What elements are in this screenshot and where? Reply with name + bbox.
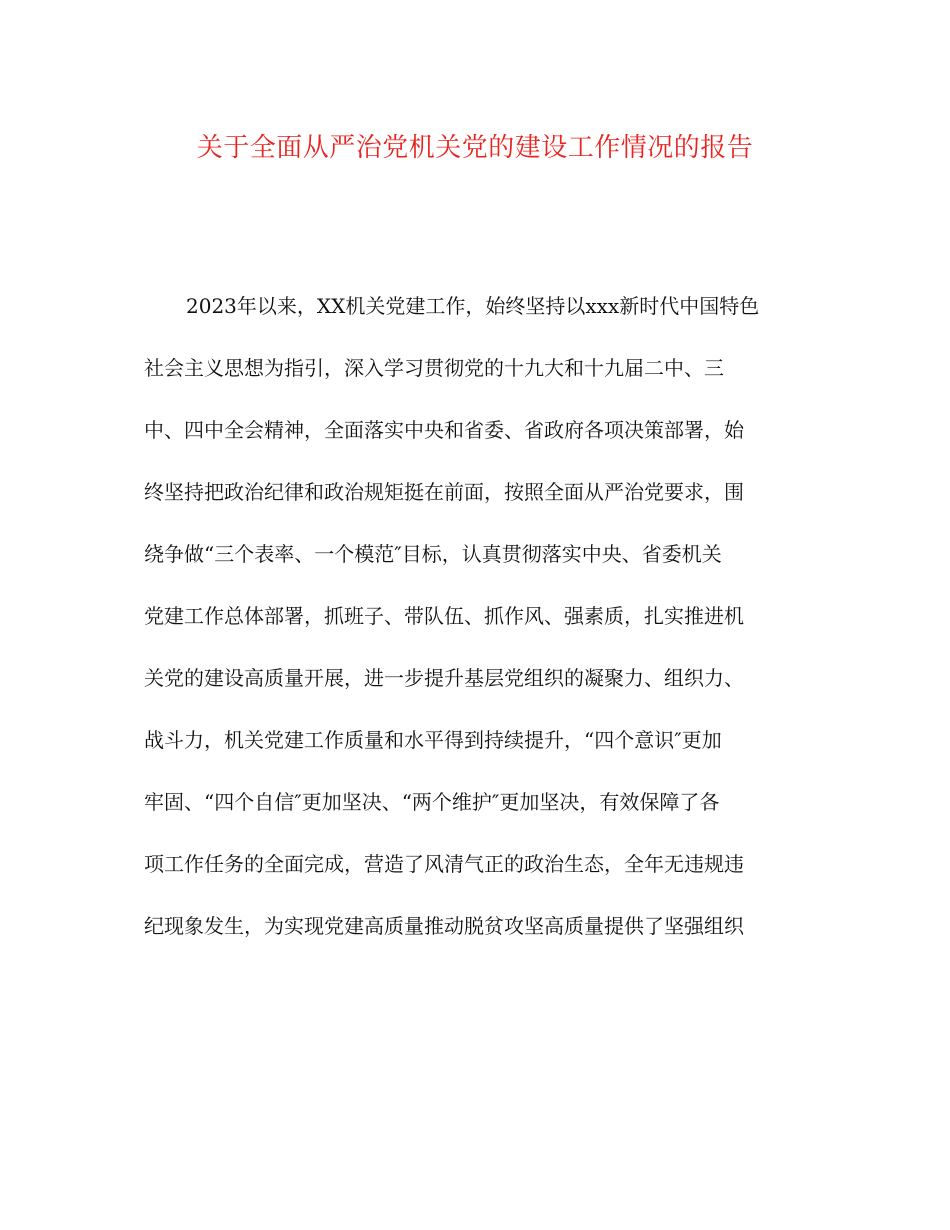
paragraph-line: 社会主义思想为指引，深入学习贯彻党的十九大和十九届二中、三 (144, 356, 724, 380)
paragraph-line: 项工作任务的全面完成，营造了风清气正的政治生态，全年无违规违 (144, 852, 744, 876)
paragraph-line: 中、四中全会精神，全面落实中央和省委、省政府各项决策部署，始 (144, 418, 744, 442)
document-body (144, 286, 844, 968)
document-title: 关于全面从严治党机关党的建设工作情况的报告 (196, 133, 754, 163)
paragraph-line: 牢固、“四个自信″更加坚决、“两个维护″更加坚决，有效保障了各 (144, 790, 720, 814)
paragraph-line: 战斗力，机关党建工作质量和水平得到持续提升，“四个意识″更加 (144, 728, 722, 752)
paragraph-line: 2023年以来，XX机关党建工作，始终坚持以xxx新时代中国特色 (186, 294, 760, 318)
paragraph-line: 党建工作总体部署，抓班子、带队伍、抓作风、强素质，扎实推进机 (144, 604, 744, 628)
paragraph-line: 关党的建设高质量开展，进一步提升基层党组织的凝聚力、组织力、 (144, 666, 744, 690)
paragraph-line: 终坚持把政治纪律和政治规矩挺在前面，按照全面从严治党要求，围 (144, 480, 744, 504)
paragraph-line: 绕争做“三个表率、一个模范″目标，认真贯彻落实中央、省委机关 (144, 542, 722, 566)
paragraph-line: 纪现象发生，为实现党建高质量推动脱贫攻坚高质量提供了坚强组织 (144, 914, 744, 938)
